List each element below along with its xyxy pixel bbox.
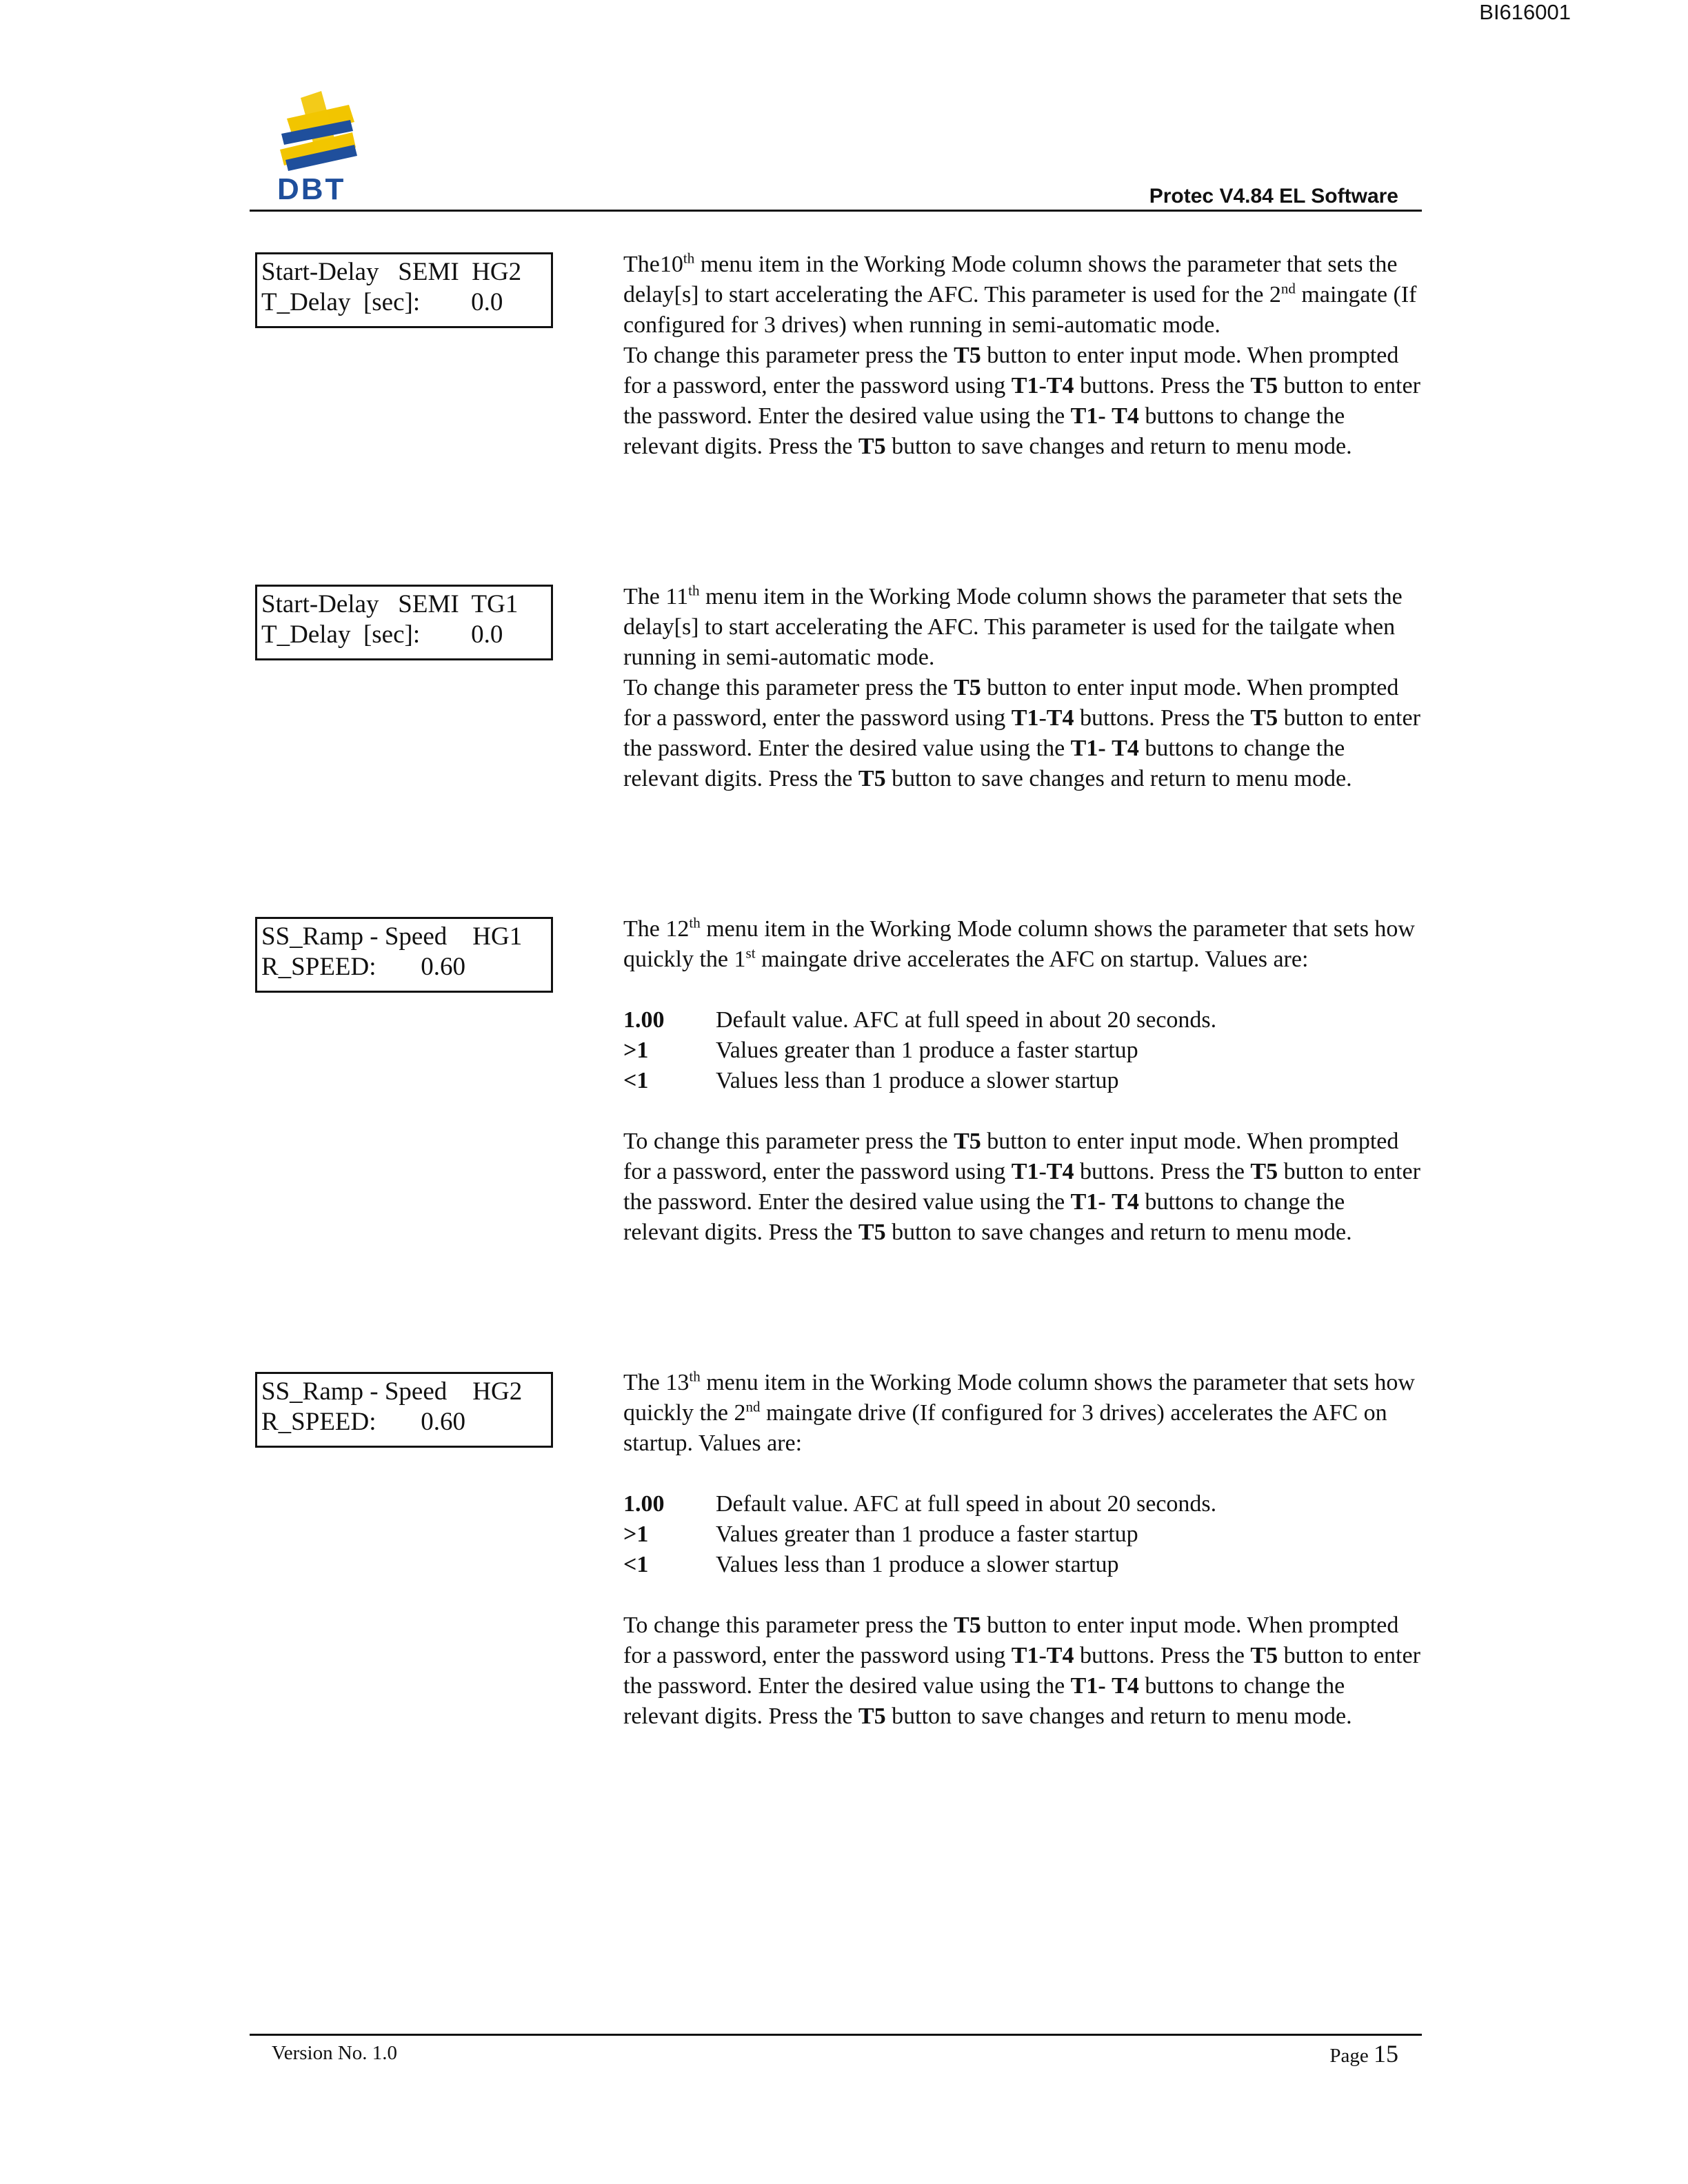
- page-number: Page 15: [1329, 2040, 1398, 2067]
- header-rule: [250, 210, 1422, 212]
- lcd-line: SS_Ramp - Speed HG1: [261, 922, 523, 951]
- item-description: [623, 250, 1423, 462]
- item-description: [623, 914, 1423, 1248]
- value-row: 1.00 Default value. AFC at full speed in about 20 seconds.: [623, 1491, 1217, 1517]
- lcd-display-start-delay-hg2: [255, 252, 553, 328]
- item-description: [623, 582, 1423, 794]
- value-row: >1 Values greater than 1 produce a faster startup: [623, 1521, 1138, 1547]
- header-title: Protec V4.84 EL Software: [1149, 185, 1398, 208]
- change-instructions: To change this parameter press the T5 button to enter input mode. When prompted for a password, enter the password using T1-T4 buttons. Press the T5 button to enter the password. Enter the desired value using the T1- T4 buttons to change the relevant digits. Press the T5 button to save changes and return to menu mode.: [623, 1612, 1420, 1729]
- change-instructions: To change this parameter press the T5 button to enter input mode. When prompted for a password, enter the password using T1-T4 buttons. Press the T5 button to enter the password. Enter the desired value using the T1- T4 buttons to change the relevant digits. Press the T5 button to save changes and return to menu mode.: [623, 675, 1420, 791]
- item-description: [623, 1368, 1423, 1732]
- values-table: [623, 1489, 1423, 1580]
- intro-paragraph: The 13th menu item in the Working Mode column shows the parameter that sets how quickly the 2nd maingate drive (If configured for 3 drives) accelerates the AFC on startup. Values are:: [623, 1368, 1415, 1456]
- footer-rule: [250, 2034, 1422, 2036]
- lcd-line: R_SPEED: 0.60: [261, 1408, 466, 1436]
- lcd-line: R_SPEED: 0.60: [261, 953, 466, 981]
- change-instructions: To change this parameter press the T5 button to enter input mode. When prompted for a password, enter the password using T1-T4 buttons. Press the T5 button to enter the password. Enter the desired value using the T1- T4 buttons to change the relevant digits. Press the T5 button to save changes and return to menu mode.: [623, 343, 1420, 459]
- lcd-display-start-delay-tg1: [255, 585, 553, 660]
- lcd-line: T_Delay [sec]: 0.0: [261, 620, 503, 649]
- value-row: 1.00 Default value. AFC at full speed in about 20 seconds.: [623, 1007, 1217, 1033]
- intro-paragraph: The 12th menu item in the Working Mode column shows the parameter that sets how quickly the 1st maingate drive accelerates the AFC on startup. Values are:: [623, 914, 1415, 972]
- value-row: <1 Values less than 1 produce a slower startup: [623, 1552, 1119, 1577]
- values-table: [623, 1005, 1423, 1096]
- intro-paragraph: The10th menu item in the Working Mode column shows the parameter that sets the delay[s] to start accelerating the AFC. This parameter is used for the 2nd maingate (If configured for 3 drives) when running in semi-automatic mode.: [623, 250, 1417, 338]
- intro-paragraph: The 11th menu item in the Working Mode column shows the parameter that sets the delay[s] to start accelerating the AFC. This parameter is used for the tailgate when running in semi-automatic mode.: [623, 582, 1403, 670]
- version-label: Version No. 1.0: [272, 2042, 398, 2064]
- change-instructions: To change this parameter press the T5 button to enter input mode. When prompted for a password, enter the password using T1-T4 buttons. Press the T5 button to enter the password. Enter the desired value using the T1- T4 buttons to change the relevant digits. Press the T5 button to save changes and return to menu mode.: [623, 1129, 1420, 1245]
- document-id: BI616001: [1479, 0, 1571, 24]
- lcd-line: Start-Delay SEMI HG2: [261, 258, 522, 286]
- logo-text: DBT: [277, 172, 346, 206]
- lcd-line: Start-Delay SEMI TG1: [261, 590, 519, 618]
- lcd-line: T_Delay [sec]: 0.0: [261, 288, 503, 316]
- lcd-display-ss-ramp-hg1: [255, 917, 553, 993]
- value-row: <1 Values less than 1 produce a slower startup: [623, 1068, 1119, 1093]
- lcd-line: SS_Ramp - Speed HG2: [261, 1377, 523, 1406]
- value-row: >1 Values greater than 1 produce a faster startup: [623, 1038, 1138, 1063]
- lcd-display-ss-ramp-hg2: [255, 1372, 553, 1448]
